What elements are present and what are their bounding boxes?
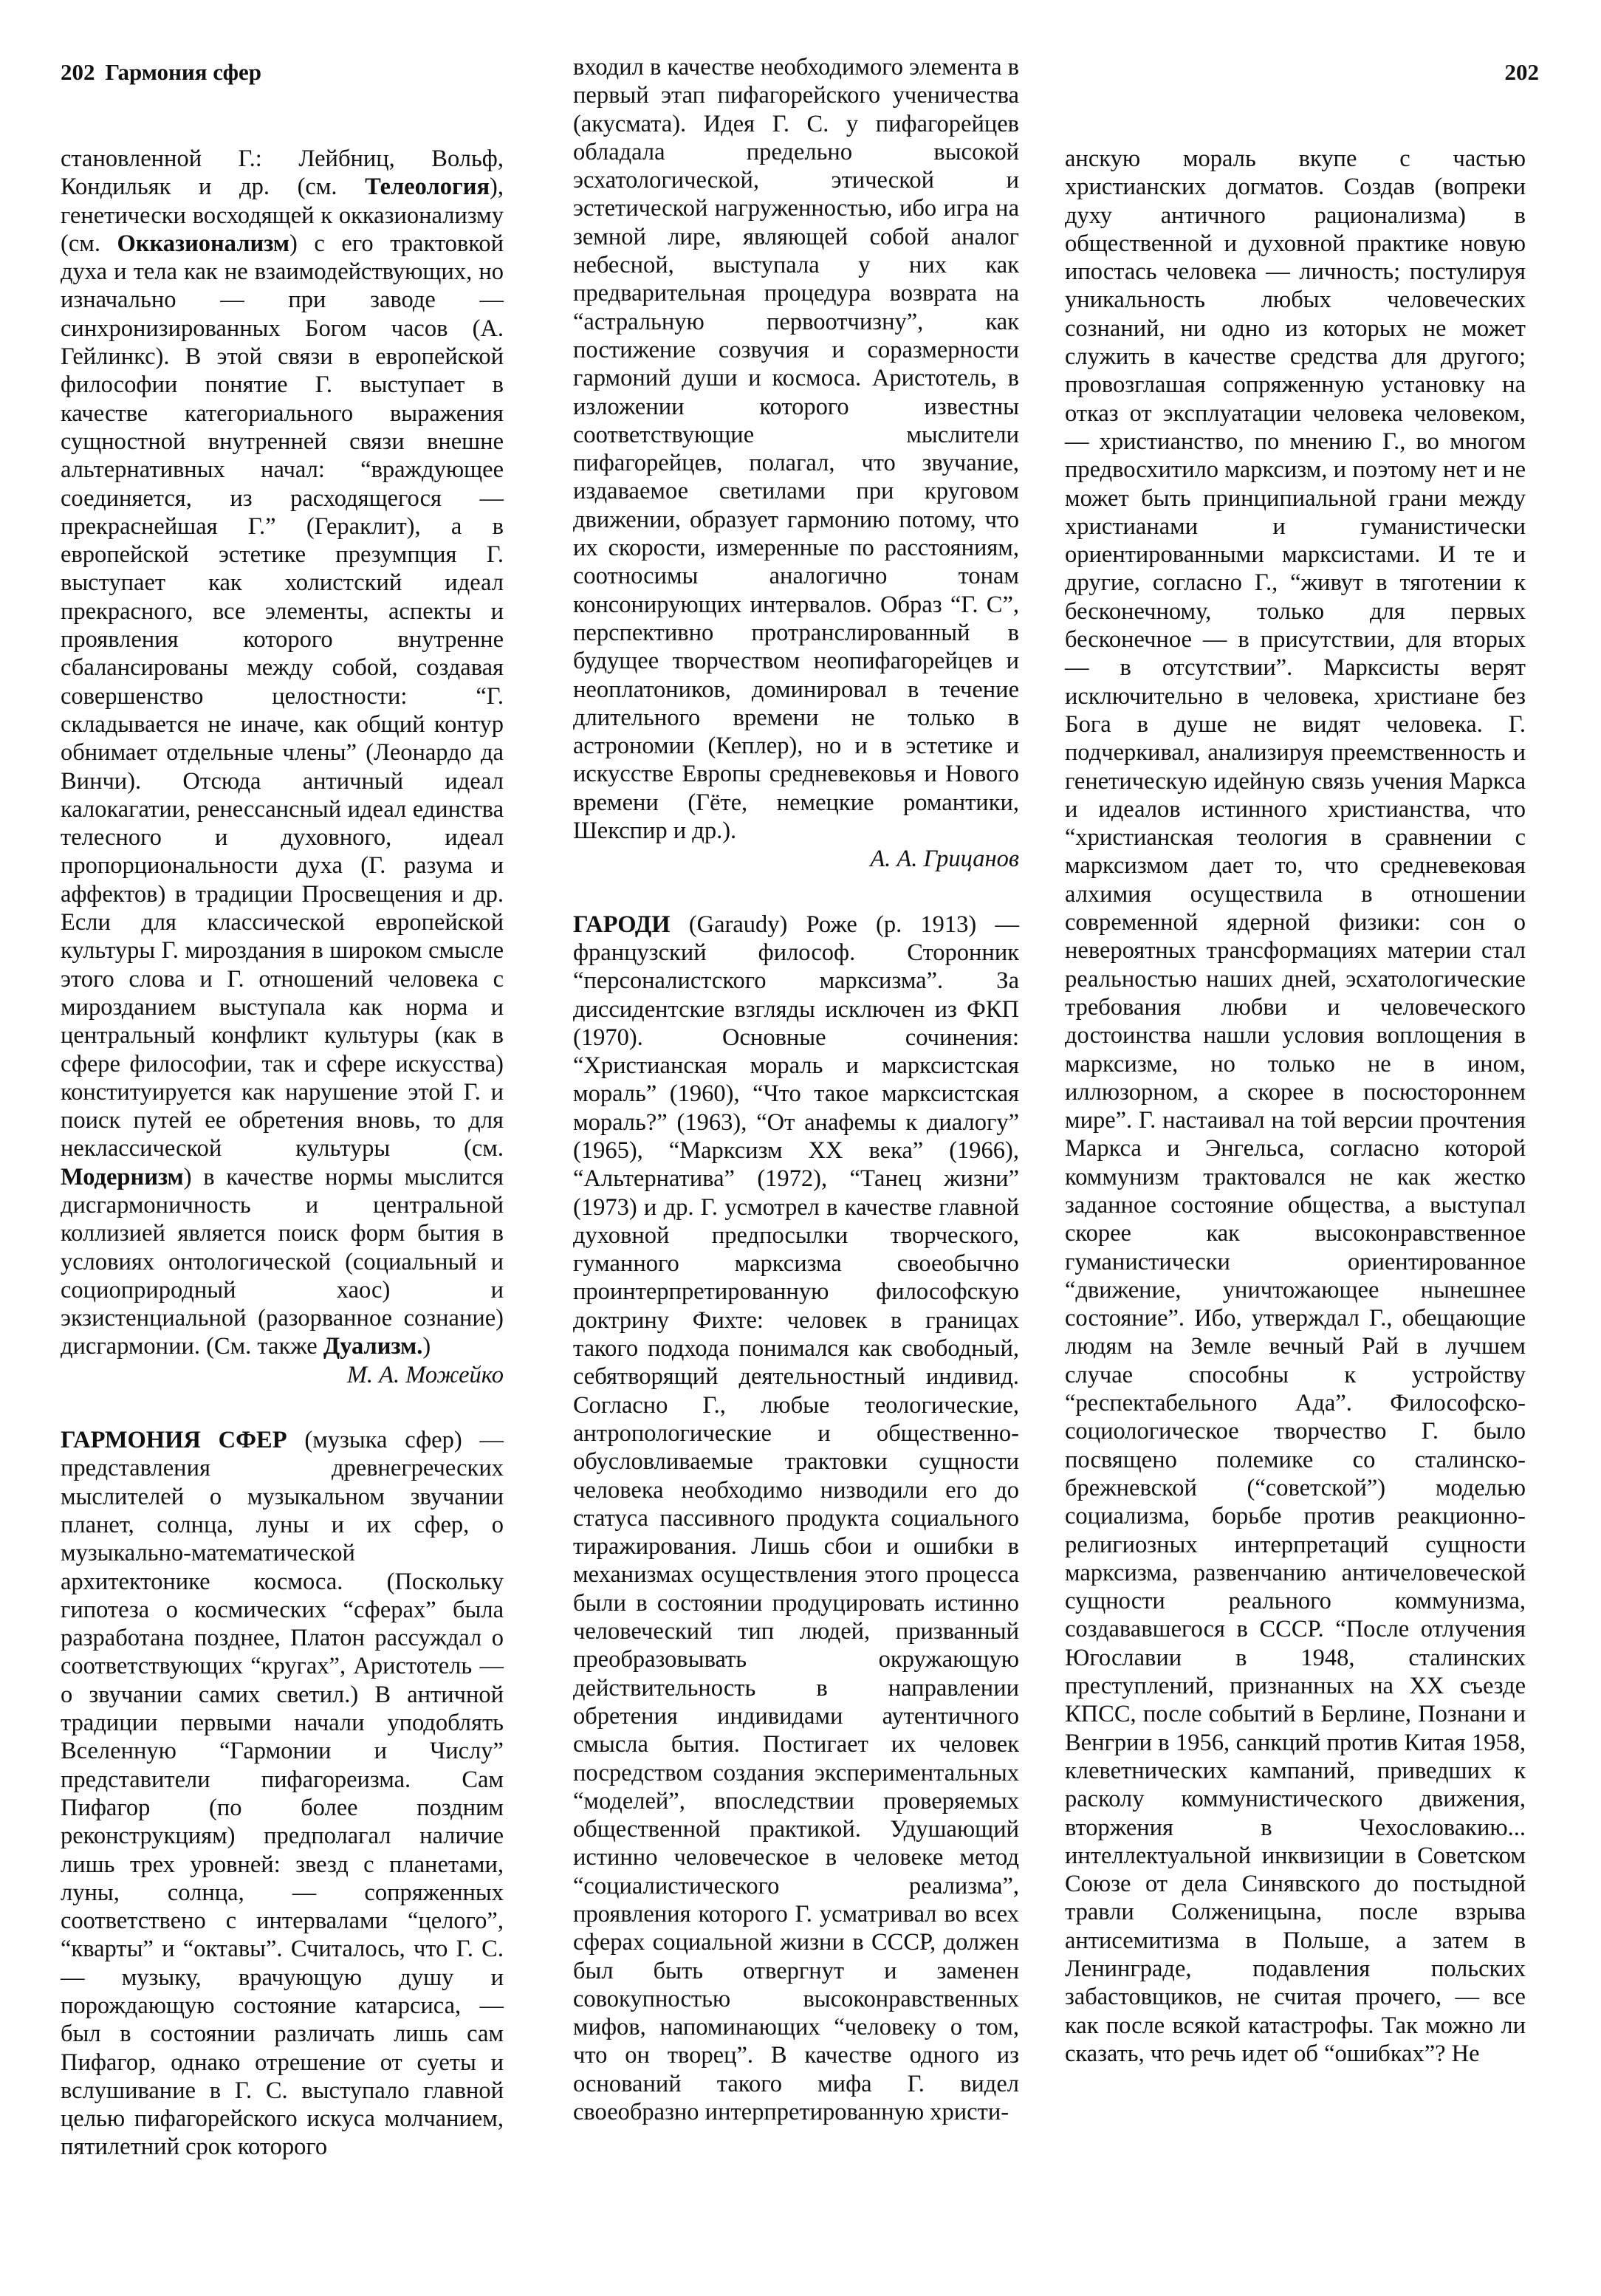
running-title: Гармония сфер [105,59,262,85]
text-column-right [1065,145,1526,2068]
article-author: М. А. Можейко [346,1361,504,1388]
article-author: А. А. Грицанов [870,846,1019,873]
cross-reference: Телеология [365,174,490,201]
paragraph-continuation: анскую мораль вкупе с частью христианских догматов. Создав (вопреки духу античного рационализма) в общественной и духовной практике новую ипостась человека — личность; постулируя уникальность любых человеческих сознаний, ни одно из которых не может служить в качестве средства для другого; провозглашая сопряженную установку на отказ от эксплуатации человека человеком, — христианство, по мнению Г., во многом предвосхитило марксизм, и поэтому нет и не может быть принципиальной грани между христианами и гуманистически ориентированными марксистами. И те и другие, согласно Г., “живут в тяготении к бесконечному, только для первых бесконечное — в присутствии, для вторых — в отсутствии”. Марксисты верят исключительно в человека, христиане без Бога в душе не видят человека. Г. подчеркивал, анализируя преемственность и генетическую идейную связь учения Маркса и идеалов истинного христианства, что “христианская теология в сравнении с марксизмом дает то, что средневековая алхимия осуществила в отношении современной ядерной физики: сон о невероятных трансформациях материи стал реальностью наших дней, эсхатологические требования любви и человеческого достоинства нашли условия воплощения в марксизме, но только не в ином, иллюзорном, а скорее в посюстороннем мире”. Г. настаивал на той версии прочтения Маркса и Энгельса, согласно которой коммунизм трактовался не как жестко заданное состояние общества, а выступал скорее как высоконравственное гуманистически ориентированное “движение, уничтожающее нынешнее состояние”. Ибо, утверждал Г., обещающие людям на Земле вечный Рай в лучшем случае способны к устройству “респектабельного Ада”. Философско-социологическое творчество Г. было посвящено полемике со сталинско-брежневской (“советской”) моделью социализма, борьбе против реакционно-религиозных интерпретаций сущности марксизма, развенчанию античеловеческой сущности реального коммунизма, создававшегося в СССР. “После отлучения Югославии в 1948, сталинских преступлений, признанных на XX съезде КПСС, после событий в Берлине, Познани и Венгрии в 1956, санкций против Китая 1958, клеветнических кампаний, приведших к расколу коммунистического движения, вторжения в Чехословакию... интеллектуальной инквизиции в Советском Союзе от дела Синявского до постыдной травли Солженицына, после взрыва антисемитизма в Польше, а затем в Ленинграде, подавления польских забастовщиков, не считая прочего, — все как после всякой катастрофы. Так можно ли сказать, что речь идет об “ошибках”? Не [1065,145,1526,2067]
entry-term: ГАРОДИ [573,911,671,938]
paragraph-continuation: становленной Г.: Лейбниц, Вольф, Кондильяк и др. (см. Телеология), генетически восходящей к окказионализму (см. Окказионализм) с его трактовкой духа и тела как не взаимодействующих, но изначально — при заводе — синхронизированных Богом часов (А. Гейлинкс). В этой связи в европейской философии понятие Г. выступает в качестве категориального выражения сущностной внутренней связи внешне альтернативных начал: “враждующее соединяется, из расходящегося — прекраснейшая Г.” (Гераклит), а в европейской эстетике презумпция Г. выступает как холистский идеал прекрасного, все элементы, аспекты и проявления которого внутренне сбалансированы между собой, создавая совершенство целостности: “Г. складывается не иначе, как общий контур обнимает отдельные члены” (Леонардо да Винчи). Отсюда античный идеал калокагатии, ренессансный идеал единства телесного и духовного, идеал пропорциональности духа (Г. разума и аффектов) в традиции Просвещения и др. Если для классической европейской культуры Г. мироздания в широком смысле этого слова и Г. отношений человека с мирозданием выступала как норма и центральный конфликт культуры (как в сфере философии, так и сфере искусства) конституируется как нарушение этой Г. и поиск путей ее обретения вновь, то для неклассической культуры (см. Модернизм) в качестве нормы мыслится дисгармоничность и центральной коллизией является поиск форм бытия в условиях онтологической (социальный и социоприродный хаос) и экзистенциальной (разорванное сознание) дисгармонии. (См. также Дуализм.) [61,145,504,1360]
text-column-left [61,145,504,2162]
page-number-right: 202 [1504,59,1539,85]
article-entry: ГАРОДИ (Garaudy) Роже (р. 1913) — французский философ. Сторонник “персоналистского марксизма”. За диссидентские взгляды исключен из ФКП (1970). Основные сочинения: “Христианская мораль и марксистская мораль” (1960), “Что такое марксистская мораль?” (1963), “От анафемы к диалогу” (1965), “Марксизм XX века” (1966), “Альтернатива” (1972), “Танец жизни” (1973) и др. Г. усмотрел в качестве главной духовной предпосылки творческого, гуманного марксизма своеобычно проинтерпретированную философскую доктрину Фихте: человек в границах такого подхода понимался как свободный, себятворящий деятельностный индивид. Согласно Г., любые теологические, антропологические и общественно-обусловливаемые трактовки сущности человека необходимо низводили его до статуса пассивного продукта социального тиражирования. Лишь сбои и ошибки в механизмах осуществления этого процесса были в состоянии продуцировать истинно человеческий тип людей, призванный преобразовывать окружающую действительность в направлении обретения индивидами аутентичного смысла бытия. Постигает их человек посредством создания экспериментальных “моделей”, впоследствии проверяемых общественной практикой. Удушающий истинно человеческое в человеке метод “социалистического реализма”, проявления которого Г. усматривал во всех сферах социальной жизни в СССР, должен был быть отвергнут и заменен совокупностью высоконравственных мифов, напоминающих “человеку о том, что он творец”. В качестве одного из оснований такого мифа Г. видел своеобразно интерпретированную христи- [573,911,1019,2126]
cross-reference: Окказионализм [117,230,290,257]
article-entry: ГАРМОНИЯ СФЕР (музыка сфер) — представления древнегреческих мыслителей о музыкальном звучании планет, солнца, луны и их сфер, о музыкально-математической архитектонике космоса. (Поскольку гипотеза о космических “сферах” была разработана позднее, Платон рассуждал о соответствующих “кругах”, Аристотель — о звучании самих светил.) В античной традиции первыми начали уподоблять Вселенную “Гармонии и Числу” представители пифагореизма. Сам Пифагор (по более поздним реконструкциям) предполагал наличие лишь трех уровней: звезд с планетами, луны, солнца, — сопряженных соответствено с интервалами “целого”, “кварты” и “октавы”. Считалось, что Г. С. — музыку, врачующую душу и порождающую состояние катарсиса, — был в состоянии различать лишь сам Пифагор, однако отрешение от суеты и вслушивание в Г. С. выступало главной целью пифагорейского искуса молчанием, пятилетний срок которого [61,1427,504,2161]
cross-reference: Модернизм [61,1163,184,1190]
cross-reference: Дуализм. [323,1333,423,1360]
page-number-left: 202 [61,59,95,85]
paragraph-continuation: входил в качестве необходимого элемента в первый этап пифагорейского ученичества (акусмата). Идея Г. С. у пифагорейцев обладала предельно высокой эсхатологической, этической и эстетической нагруженностью, ибо игра на земной лире, являющей собой аналог небесной, выступала у них как предварительная процедура возврата на “астральную первоотчизну”, как постижение созвучия и соразмерности гармоний души и космоса. Аристотель, в изложении которого известны соответствующие мыслители пифагорейцев, полагал, что звучание, издаваемое светилами при круговом движении, образует гармонию потому, что их скорости, измеренные по расстояниям, соотносимы аналогично тонам консонирующих интервалов. Образ “Г. С”, перспективно протранслированный в будущее творчеством неопифагорейцев и неоплатоников, доминировал в течение длительного времени не только в астрономии (Кеплер), но и в эстетике и искусстве Европы средневековья и Нового времени (Гёте, немецкие романтики, Шекспир и др.). [573,54,1019,845]
text-column-middle [573,53,1019,2126]
entry-term: ГАРМОНИЯ СФЕР [61,1427,287,1454]
page-header-left [61,59,272,86]
